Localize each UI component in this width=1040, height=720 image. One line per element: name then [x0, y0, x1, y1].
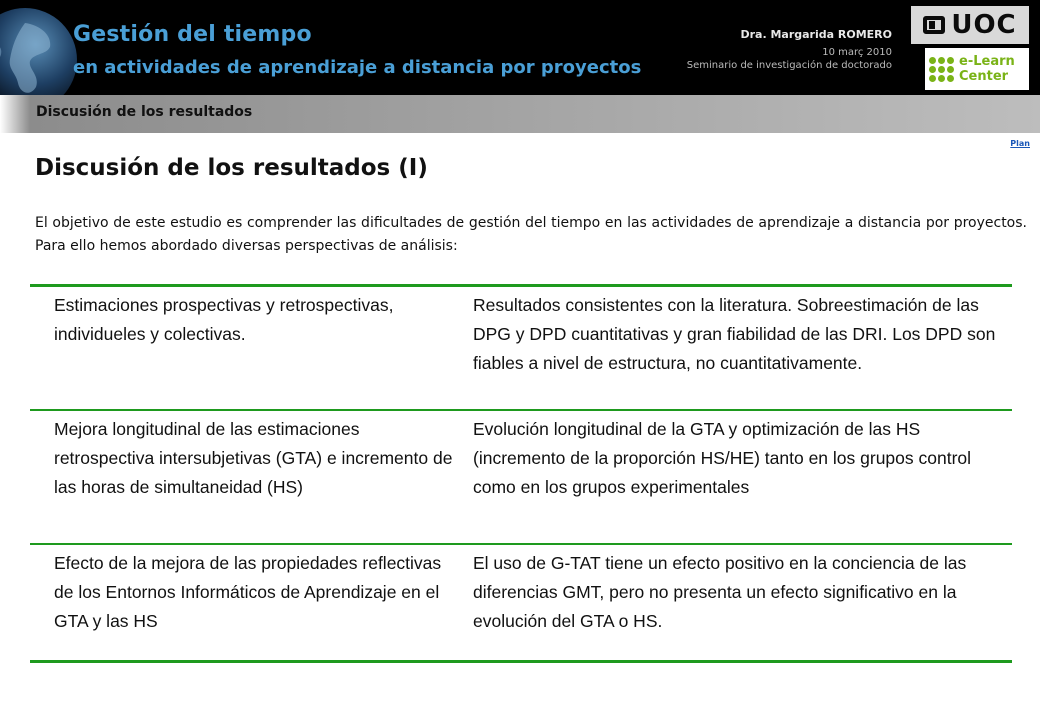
- uoc-logo: [911, 6, 1029, 44]
- uoc-logo-text: UOC: [951, 10, 1017, 40]
- uoc-mark-icon: [923, 16, 945, 34]
- author-name: Dra. Margarida ROMERO: [740, 28, 892, 41]
- results-table: [30, 284, 1012, 660]
- table-row: [30, 543, 1012, 660]
- elearn-logo-line1: e-Learn: [959, 54, 1015, 69]
- slide-header: [0, 0, 1040, 95]
- plan-link[interactable]: Plan: [1010, 139, 1030, 148]
- presentation-title: Gestión del tiempo: [73, 22, 312, 47]
- presentation-subtitle: en actividades de aprendizaje a distancia por proyectos: [73, 57, 642, 78]
- table-cell-perspective: Efecto de la mejora de las propiedades reflectivas de los Entornos Informáticos de Aprendizaje en el GTA y las HS: [54, 553, 442, 631]
- seminar-name: Seminario de investigación de doctorado: [686, 60, 892, 71]
- table-cell-result: El uso de G-TAT tiene un efecto positivo en la conciencia de las diferencias GMT, pero no presenta un efecto significativo en la evolución del GTA o HS.: [473, 553, 967, 631]
- table-row: [30, 409, 1012, 543]
- table-bottom-rule: [30, 660, 1012, 663]
- presentation-date: 10 març 2010: [822, 47, 892, 58]
- table-row: [30, 284, 1012, 409]
- table-cell-result: Resultados consistentes con la literatura. Sobreestimación de las DPG y DPD cuantitativas y gran fiabilidad de las DRI. Los DPD son fiables a nivel de estructura, no cuantitativamente.: [473, 295, 996, 373]
- table-cell-result: Evolución longitudinal de la GTA y optimización de las HS (incremento de la proporción HS/HE) tanto en los grupos control como en los grupos experimentales: [473, 419, 972, 497]
- elearn-logo-line2: Center: [959, 69, 1009, 84]
- intro-paragraph: El objetivo de este estudio es comprender las dificultades de gestión del tiempo en las actividades de aprendizaje a distancia por proyectos. Para ello hemos abordado diversas perspectivas de análisis:: [35, 215, 1027, 254]
- elearn-dots-icon: [929, 57, 954, 82]
- presentation-meta: [687, 28, 892, 71]
- elearn-center-logo: [925, 48, 1029, 90]
- page-title: Discusión de los resultados (I): [35, 155, 428, 181]
- table-cell-perspective: Mejora longitudinal de las estimaciones retrospectiva intersubjetivas (GTA) e incremento de las horas de simultaneidad (HS): [54, 419, 453, 497]
- table-cell-perspective: Estimaciones prospectivas y retrospectivas, individueles y colectivas.: [54, 295, 394, 344]
- section-bar: [0, 95, 1040, 133]
- globe-icon: [0, 5, 80, 95]
- section-label: Discusión de los resultados: [36, 104, 253, 120]
